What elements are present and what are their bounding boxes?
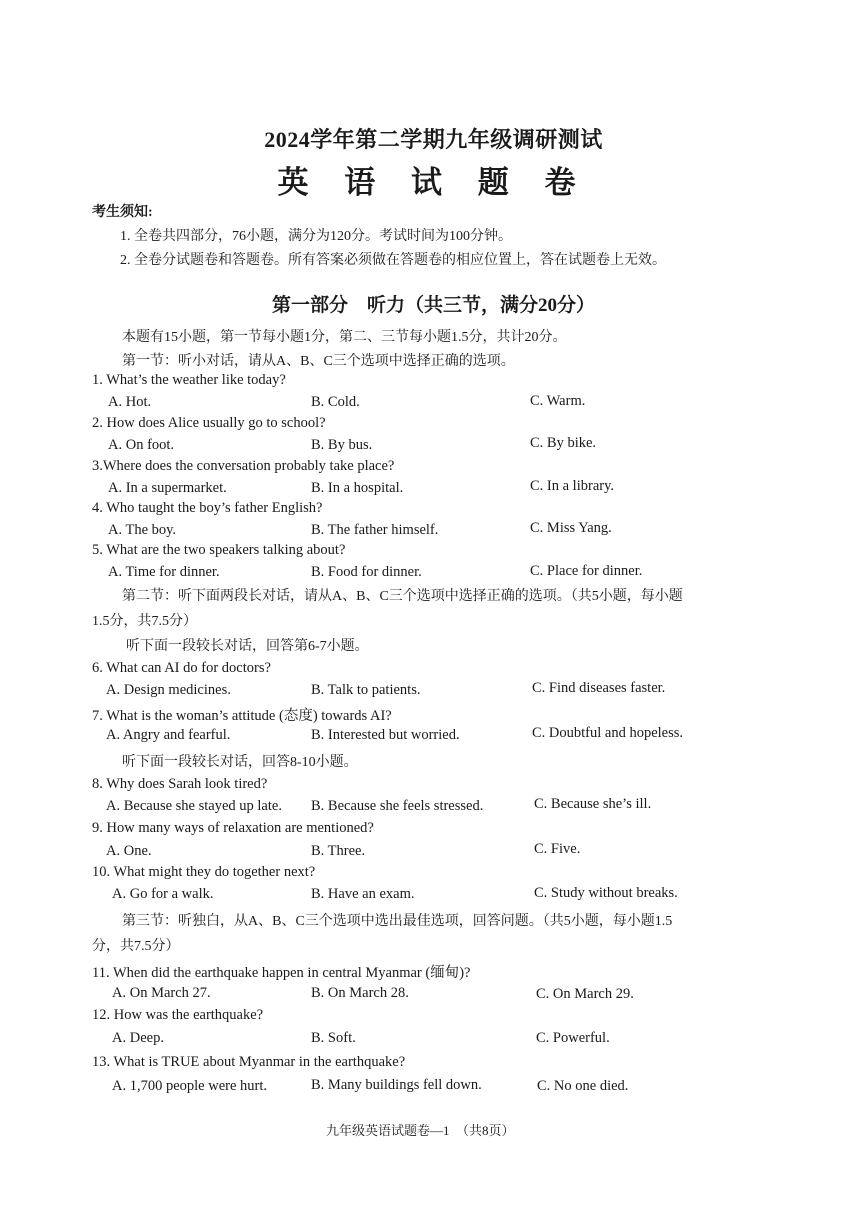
option-b: B. Cold. [311,394,360,410]
option-a: A. 1,700 people were hurt. [112,1078,268,1094]
option-c: C. By bike. [530,435,597,451]
notice-heading: 考生须知: [92,205,153,220]
option-a: A. Go for a walk. [112,886,214,902]
option-c: C. Warm. [530,393,586,409]
option-a: A. Deep. [112,1030,164,1046]
question-text: 10. What might they do together next? [92,864,316,880]
option-b: B. Food for dinner. [311,564,422,580]
part1-intro: 本题有15小题，第一节每小题1分，第二、三节每小题1.5分，共计20分。 [122,330,567,345]
option-c: C. Study without breaks. [534,885,678,901]
section2-instruction-cont: 1.5分，共7.5分） [92,614,197,629]
exam-title: 2024学年第二学期九年级调研测试 [264,127,603,152]
option-b: B. By bus. [311,437,373,453]
question-text: 3.Where does the conversation probably take place? [92,458,395,474]
section2-instruction: 第二节：听下面两段长对话，请从A、B、C三个选项中选择正确的选项。（共5小题，每小题 [122,589,683,604]
option-c: C. Place for dinner. [530,563,643,579]
option-a: A. The boy. [108,522,177,538]
notice-item: 2. 全卷分试题卷和答题卷。所有答案必须做在答题卷的相应位置上，答在试题卷上无效。 [120,253,666,268]
exam-subtitle: 英 语 试 题 卷 [277,165,590,200]
question-text: 1. What’s the weather like today? [92,372,286,388]
page-footer: 九年级英语试题卷—1 （共8页） [326,1123,515,1138]
section1-instruction: 第一节：听小对话，请从A、B、C三个选项中选择正确的选项。 [122,354,515,369]
option-c: C. Doubtful and hopeless. [532,725,684,741]
question-text: 4. Who taught the boy’s father English? [92,500,323,516]
notice-item: 1. 全卷共四部分，76小题，满分为120分。考试时间为100分钟。 [120,229,512,244]
section3-instruction-cont: 分，共7.5分） [92,939,180,954]
option-b: B. Interested but worried. [311,727,460,743]
option-a: A. On foot. [108,437,175,453]
option-a: A. Hot. [108,394,152,410]
option-c: C. In a library. [530,478,615,494]
option-b: B. Three. [311,843,366,859]
question-text: 13. What is TRUE about Myanmar in the earthquake? [92,1054,406,1070]
question-text: 8. Why does Sarah look tired? [92,776,268,792]
question-text: 6. What can AI do for doctors? [92,660,271,676]
option-c: C. Five. [534,841,581,857]
option-a: A. Because she stayed up late. [106,798,282,814]
question-text: 7. What is the woman’s attitude (态度) towards AI? [92,708,392,724]
option-c: C. No one died. [537,1078,629,1094]
option-b: B. Soft. [311,1030,356,1046]
option-b: B. Many buildings fell down. [311,1077,482,1093]
option-a: A. Design medicines. [106,682,231,698]
option-a: A. In a supermarket. [108,480,227,496]
dialog-instruction: 听下面一段较长对话，回答第6-7小题。 [126,639,369,654]
question-text: 11. When did the earthquake happen in central Myanmar (缅甸)? [92,965,471,981]
part1-title: 第一部分 听力（共三节，满分20分） [271,295,595,316]
option-a: A. On March 27. [112,985,211,1001]
dialog-instruction: 听下面一段较长对话，回答8-10小题。 [122,755,358,770]
option-b: B. Have an exam. [311,886,415,902]
option-b: B. In a hospital. [311,480,404,496]
question-text: 12. How was the earthquake? [92,1007,264,1023]
question-text: 5. What are the two speakers talking about? [92,542,346,558]
option-c: C. Find diseases faster. [532,680,666,696]
option-b: B. Talk to patients. [311,682,421,698]
option-c: C. Powerful. [536,1030,610,1046]
option-c: C. Because she’s ill. [534,796,652,812]
option-a: A. Angry and fearful. [106,727,231,743]
option-b: B. Because she feels stressed. [311,798,484,814]
option-a: A. One. [106,843,152,859]
section3-instruction: 第三节：听独白，从A、B、C三个选项中选出最佳选项，回答问题。（共5小题，每小题1.5 [122,914,673,929]
option-a: A. Time for dinner. [108,564,220,580]
question-text: 2. How does Alice usually go to school? [92,415,326,431]
option-b: B. On March 28. [311,985,409,1001]
option-c: C. Miss Yang. [530,520,612,536]
option-b: B. The father himself. [311,522,439,538]
question-text: 9. How many ways of relaxation are mentioned? [92,820,374,836]
option-c: C. On March 29. [536,986,634,1002]
